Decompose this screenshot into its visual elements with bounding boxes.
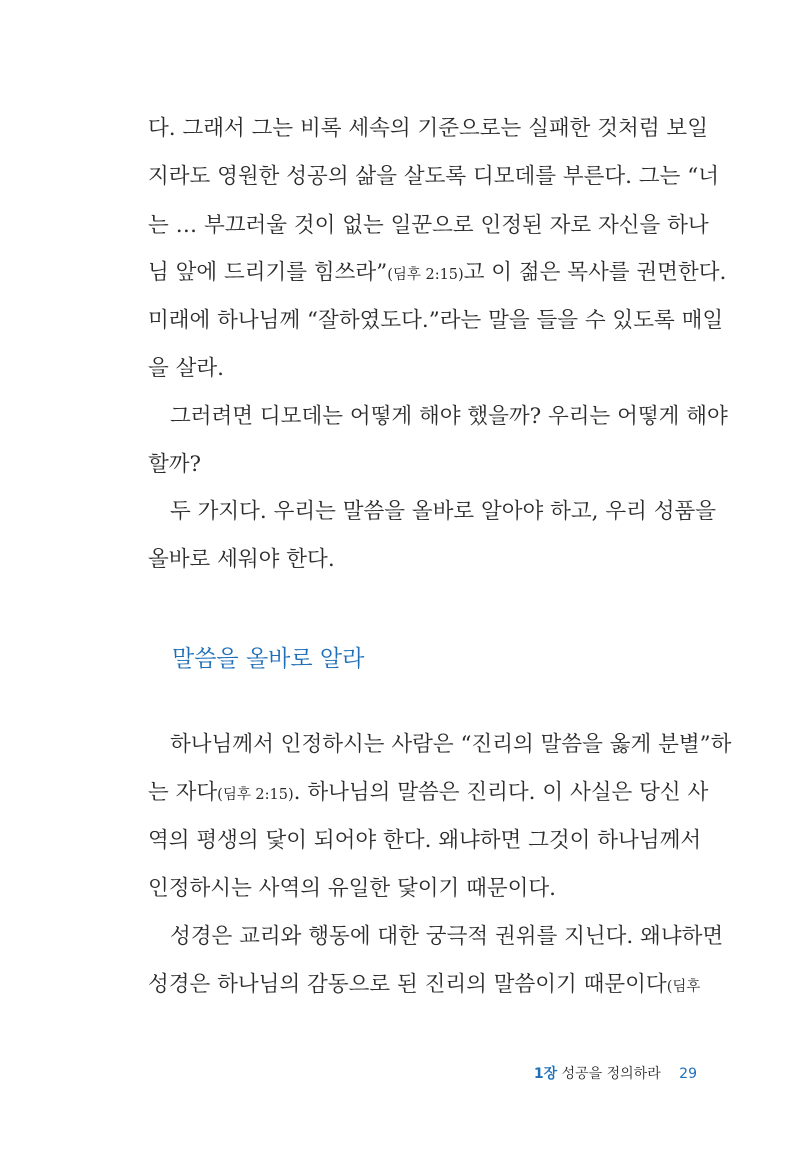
text-segment: . 하나님의 말씀은 진리다. 이 사실은 당신 사 <box>293 780 709 805</box>
page-footer <box>534 1063 697 1083</box>
text-segment: 님 앞에 드리기를 힘쓰라” <box>148 260 388 285</box>
text-line <box>148 258 727 288</box>
text-line <box>148 970 701 1000</box>
text-segment: 고 이 젊은 목사를 권면한다. <box>463 260 727 285</box>
text-line <box>148 778 709 808</box>
text-line: 지라도 영원한 성공의 삶을 살도록 디모데를 부른다. 그는 “너 <box>148 164 719 189</box>
chapter-title: 성공을 정의하라 <box>561 1066 661 1082</box>
text-line: 다. 그래서 그는 비록 세속의 기준으로는 실패한 것처럼 보일 <box>148 116 708 141</box>
text-line: 하나님께서 인정하시는 사람은 “진리의 말씀을 옳게 분별”하 <box>170 732 732 757</box>
page-number: 29 <box>679 1066 697 1082</box>
text-line: 할까? <box>148 452 202 477</box>
scripture-reference: (딤후 2:15) <box>387 267 464 283</box>
text-line: 그러려면 디모데는 어떻게 해야 했을까? 우리는 어떻게 해야 <box>170 404 728 429</box>
scripture-reference: (딤후 2:15) <box>217 787 294 803</box>
text-line: 두 가지다. 우리는 말씀을 올바로 알아야 하고, 우리 성품을 <box>170 499 717 524</box>
section-heading: 말씀을 올바로 알라 <box>172 646 365 672</box>
text-line: 을 살라. <box>148 356 224 381</box>
chapter-number: 1장 <box>533 1066 558 1082</box>
text-segment: 는 자다 <box>148 780 218 805</box>
scripture-reference: (딤후 <box>666 979 701 995</box>
text-segment: 성경은 하나님의 감동으로 된 진리의 말씀이기 때문이다 <box>148 972 667 997</box>
text-line: 미래에 하나님께 “잘하였도다.”라는 말을 들을 수 있도록 매일 <box>148 308 724 333</box>
text-line: 성경은 교리와 행동에 대한 궁극적 권위를 지닌다. 왜냐하면 <box>170 924 724 949</box>
text-line: 는 … 부끄러울 것이 없는 일꾼으로 인정된 자로 자신을 하나 <box>148 213 709 238</box>
text-line: 올바로 세워야 한다. <box>148 547 335 572</box>
text-line: 인정하시는 사역의 유일한 닻이기 때문이다. <box>148 876 557 901</box>
text-line: 역의 평생의 닻이 되어야 한다. 왜냐하면 그것이 하나님께서 <box>148 828 702 853</box>
